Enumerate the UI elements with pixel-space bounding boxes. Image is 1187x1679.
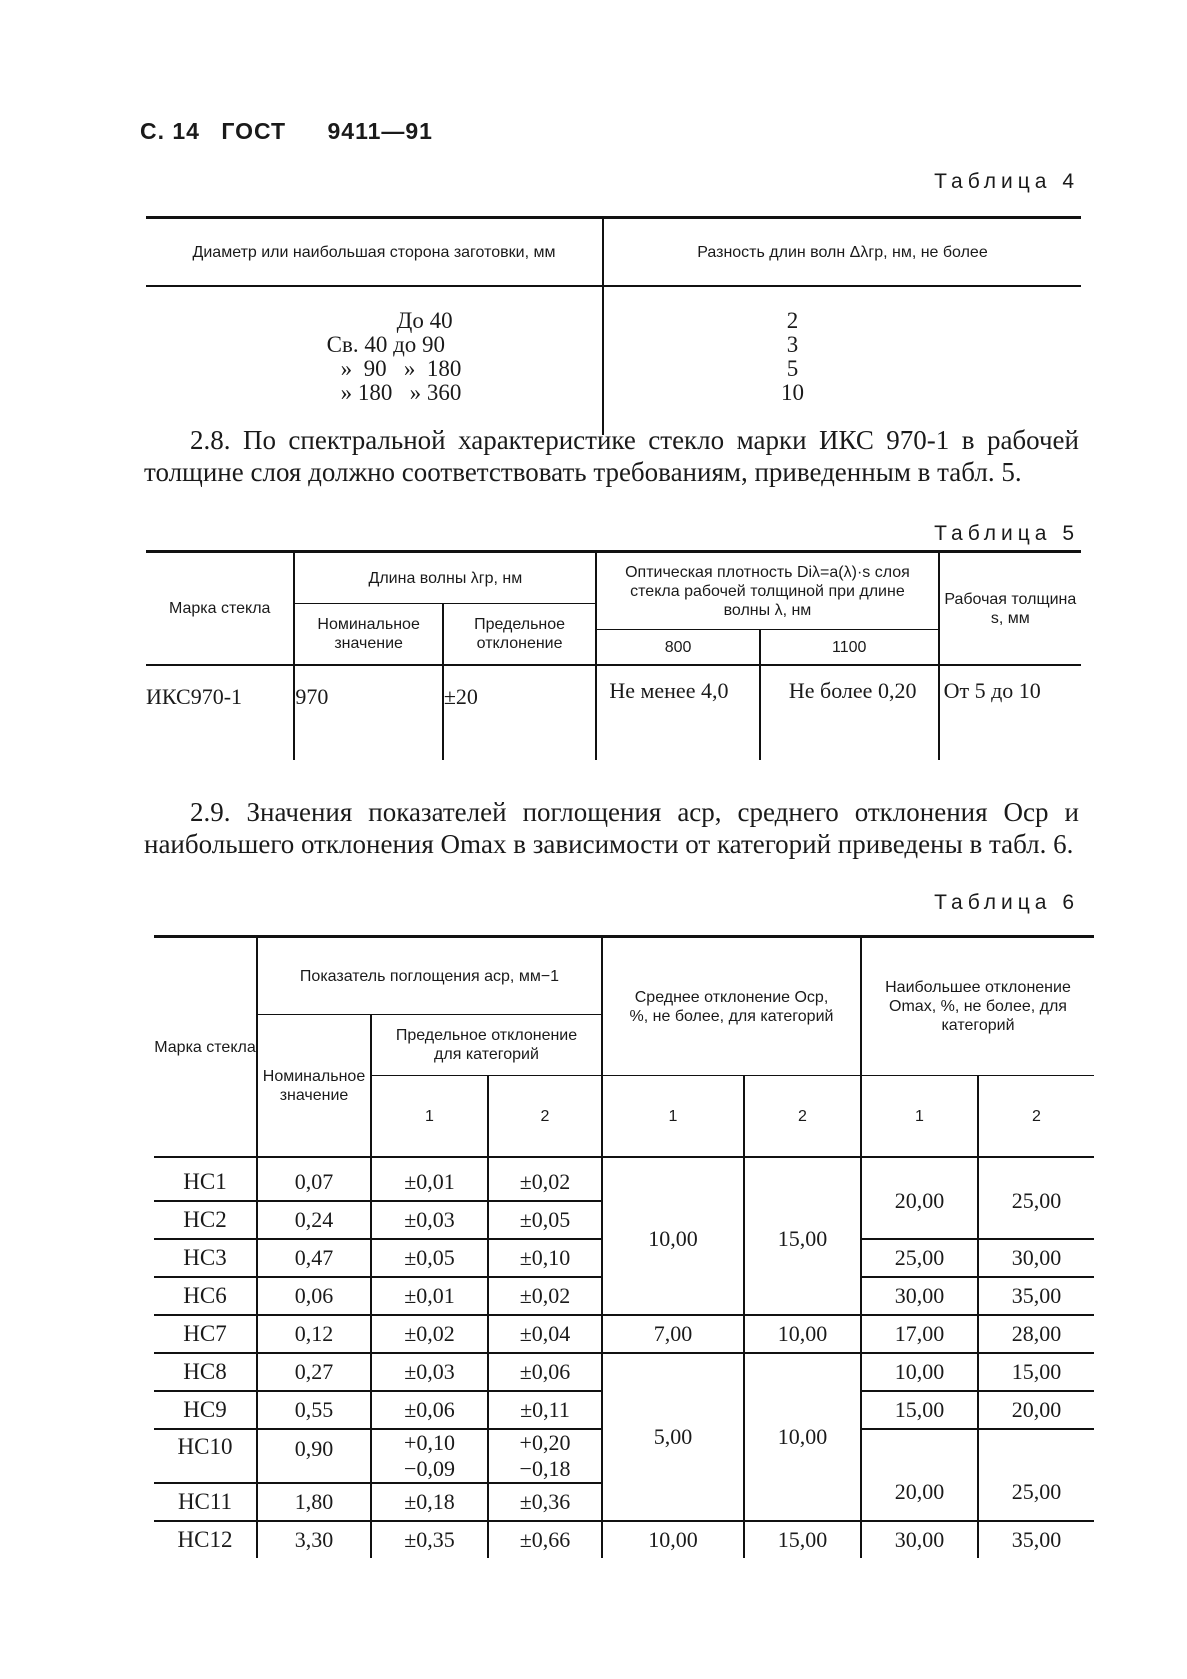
table5-density-800: Не менее 4,0 bbox=[596, 665, 760, 760]
table6-nominal: 0,90 bbox=[257, 1429, 371, 1483]
table5-header-1100: 1100 bbox=[760, 630, 939, 666]
table6-avg-cat2: 15,00 bbox=[744, 1157, 861, 1315]
table6-nominal: 0,55 bbox=[257, 1391, 371, 1429]
table4-diff: 10 bbox=[781, 380, 804, 405]
table6-mark: НС7 bbox=[154, 1315, 257, 1353]
table4-size: » 90 » 180 bbox=[340, 356, 462, 381]
table6-max-cat1: 20,00 bbox=[861, 1429, 978, 1521]
running-header bbox=[140, 118, 447, 145]
table6-caption: Таблица 6 bbox=[934, 891, 1079, 914]
table6-dev-cat2: ±0,11 bbox=[488, 1391, 602, 1429]
table6-dev-cat1: ±0,02 bbox=[371, 1315, 488, 1353]
table6-max-cat1: 17,00 bbox=[861, 1315, 978, 1353]
table6-dev-cat2: ±0,36 bbox=[488, 1483, 602, 1521]
table6-mark: НС3 bbox=[154, 1239, 257, 1277]
table6-dev-cat1: ±0,01 bbox=[371, 1277, 488, 1315]
table4-header-size: Диаметр или наибольшая сторона заготовки, мм bbox=[146, 218, 603, 287]
table4-diff: 5 bbox=[786, 356, 799, 381]
table5-deviation: ±20 bbox=[443, 665, 596, 760]
table6-dev-cat2: ±0,06 bbox=[488, 1353, 602, 1391]
table6-header-avg-cat1: 1 bbox=[602, 1076, 744, 1158]
table-5 bbox=[146, 550, 1081, 760]
table6-max-cat1: 30,00 bbox=[861, 1521, 978, 1558]
table4-diffs bbox=[603, 286, 1081, 435]
table6-max-cat1: 25,00 bbox=[861, 1239, 978, 1277]
table6-nominal: 1,80 bbox=[257, 1483, 371, 1521]
table6-avg-cat1: 5,00 bbox=[602, 1353, 744, 1521]
table6-avg-cat2: 10,00 bbox=[744, 1353, 861, 1521]
table4-caption: Таблица 4 bbox=[934, 170, 1079, 193]
paragraph-2-8-text: 2.8. По спектральной характеристике стекло марки ИКС 970-1 в рабочей толщине слоя должно соответствовать требованиям, приведенным в табл. 5. bbox=[144, 425, 1079, 487]
table6-nominal: 0,12 bbox=[257, 1315, 371, 1353]
table-6 bbox=[154, 935, 1094, 1558]
table6-max-cat2: 28,00 bbox=[978, 1315, 1094, 1353]
table5-nominal: 970 bbox=[294, 665, 442, 760]
table6-dev-cat2: ±0,10 bbox=[488, 1239, 602, 1277]
paragraph-2-8 bbox=[144, 424, 1079, 488]
table6-max-cat2: 25,00 bbox=[978, 1429, 1094, 1521]
table6-max-cat2: 35,00 bbox=[978, 1277, 1094, 1315]
table6-header-nominal: Номинальное значение bbox=[257, 1015, 371, 1158]
table6-header-absorption: Показатель поглощения aср, мм−1 bbox=[257, 937, 602, 1015]
table6-avg-cat1: 7,00 bbox=[602, 1315, 744, 1353]
table6-nominal: 0,07 bbox=[257, 1157, 371, 1201]
table6-max-cat1: 10,00 bbox=[861, 1353, 978, 1391]
table6-dev-cat2: ±0,02 bbox=[488, 1277, 602, 1315]
table4-diff: 3 bbox=[786, 332, 799, 357]
table4-header-diff: Разность длин волн Δλгр, нм, не более bbox=[603, 218, 1081, 287]
table6-dev-cat1: ±0,35 bbox=[371, 1521, 488, 1558]
table6-mark: НС9 bbox=[154, 1391, 257, 1429]
table6-avg-cat1: 10,00 bbox=[602, 1521, 744, 1558]
standard-label: ГОСТ bbox=[221, 118, 287, 144]
table6-dev-cat2: +0,20 −0,18 bbox=[488, 1429, 602, 1483]
table6-dev-cat2: ±0,02 bbox=[488, 1157, 602, 1201]
table5-header-nominal: Номинальное значение bbox=[294, 604, 442, 666]
table6-header-dev-cat1: 1 bbox=[371, 1076, 488, 1158]
table6-mark: НС10 bbox=[177, 1434, 233, 1459]
table5-header-wave: Длина волны λгр, нм bbox=[294, 552, 596, 604]
table6-nominal: 0,47 bbox=[257, 1239, 371, 1277]
table6-header-max-cat1: 1 bbox=[861, 1076, 978, 1158]
table6-header-dev-cat2: 2 bbox=[488, 1076, 602, 1158]
paragraph-2-9-text: 2.9. Значения показателей поглощения aср, среднего отклонения Oср и наибольшего отклонения Omax в зависимости от категорий приведены в табл. 6. bbox=[144, 797, 1079, 859]
table6-max-cat1: 30,00 bbox=[861, 1277, 978, 1315]
table6-dev-cat2: ±0,66 bbox=[488, 1521, 602, 1558]
table6-nominal: 0,24 bbox=[257, 1201, 371, 1239]
table-4 bbox=[146, 216, 1081, 435]
table6-max-cat2: 30,00 bbox=[978, 1239, 1094, 1277]
paragraph-2-9 bbox=[144, 796, 1079, 860]
table6-nominal: 3,30 bbox=[257, 1521, 371, 1558]
table6-avg-cat2: 10,00 bbox=[744, 1315, 861, 1353]
table6-dev-cat1: +0,10 −0,09 bbox=[371, 1429, 488, 1483]
table6-mark: НС1 bbox=[154, 1157, 257, 1201]
table5-header-thickness: Рабочая толщина s, мм bbox=[939, 552, 1081, 666]
table6-dev-cat1: ±0,03 bbox=[371, 1201, 488, 1239]
table5-header-deviation: Предельное отклонение bbox=[443, 604, 596, 666]
table6-header-max-cat2: 2 bbox=[978, 1076, 1094, 1158]
table6-dev-cat1: ±0,18 bbox=[371, 1483, 488, 1521]
table6-max-cat2: 35,00 bbox=[978, 1521, 1094, 1558]
table4-diff: 2 bbox=[786, 308, 799, 333]
table5-caption: Таблица 5 bbox=[934, 522, 1079, 545]
table6-mark: НС11 bbox=[154, 1483, 257, 1521]
table4-sizes bbox=[146, 286, 603, 435]
table6-mark: НС6 bbox=[154, 1277, 257, 1315]
table6-dev-cat1: ±0,01 bbox=[371, 1157, 488, 1201]
table6-dev-cat1: ±0,05 bbox=[371, 1239, 488, 1277]
table5-header-800: 800 bbox=[596, 630, 760, 666]
table4-size: » 180 » 360 bbox=[340, 380, 462, 405]
table6-mark: НС12 bbox=[177, 1527, 233, 1552]
table5-mark: ИКС970-1 bbox=[146, 684, 243, 709]
table4-size: До 40 bbox=[396, 308, 453, 333]
table6-max-cat1: 15,00 bbox=[861, 1391, 978, 1429]
table5-thickness: От 5 до 10 bbox=[939, 665, 1081, 760]
page-number: С. 14 bbox=[140, 118, 200, 144]
table6-header-avg: Среднее отклонение Oср, %, не более, для категорий bbox=[602, 937, 861, 1076]
table6-max-cat2: 25,00 bbox=[978, 1157, 1094, 1239]
table6-header-max: Наибольшее отклонение Omax, %, не более, для категорий bbox=[861, 937, 1094, 1076]
table6-header-avg-cat2: 2 bbox=[744, 1076, 861, 1158]
table6-dev-cat1: ±0,06 bbox=[371, 1391, 488, 1429]
table5-header-mark: Марка стекла bbox=[146, 552, 294, 666]
table6-nominal: 0,06 bbox=[257, 1277, 371, 1315]
table6-dev-cat2: ±0,05 bbox=[488, 1201, 602, 1239]
table6-max-cat1: 20,00 bbox=[861, 1157, 978, 1239]
table6-dev-cat2: ±0,04 bbox=[488, 1315, 602, 1353]
table6-max-cat2: 20,00 bbox=[978, 1391, 1094, 1429]
table6-avg-cat2: 15,00 bbox=[744, 1521, 861, 1558]
table6-mark: НС2 bbox=[154, 1201, 257, 1239]
table4-size: Св. 40 до 90 bbox=[326, 332, 446, 357]
table6-header-mark: Марка стекла bbox=[154, 937, 257, 1158]
table6-nominal: 0,27 bbox=[257, 1353, 371, 1391]
table6-max-cat2: 15,00 bbox=[978, 1353, 1094, 1391]
standard-number: 9411—91 bbox=[327, 118, 433, 144]
table6-mark: НС8 bbox=[154, 1353, 257, 1391]
table5-density-1100: Не более 0,20 bbox=[760, 665, 939, 760]
table6-avg-cat1: 10,00 bbox=[602, 1157, 744, 1315]
table6-dev-cat1: ±0,03 bbox=[371, 1353, 488, 1391]
table5-header-density: Оптическая плотность Diλ=a(λ)·s слоя стекла рабочей толщиной при длине волны λ, нм bbox=[596, 552, 938, 630]
table6-header-deviation: Предельное отклонение для категорий bbox=[371, 1015, 602, 1076]
